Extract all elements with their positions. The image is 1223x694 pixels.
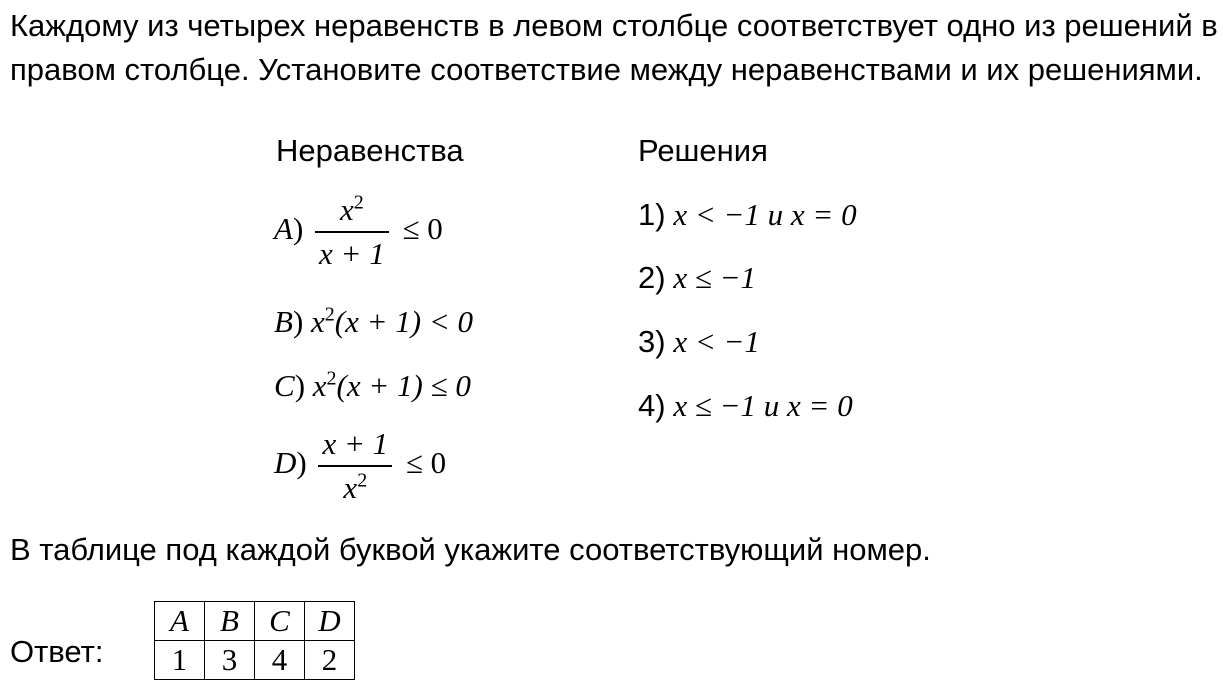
solution-4-number: 4)	[638, 388, 666, 423]
inequality-d-denominator-exponent: 2	[357, 469, 368, 492]
inequality-a-fraction	[315, 192, 389, 272]
inequality-c-label: C	[274, 368, 295, 403]
solution-4	[638, 388, 853, 424]
inequality-d-relation: ≤ 0	[405, 445, 447, 481]
answer-label: Ответ:	[10, 634, 104, 669]
inequalities-header: Неравенства	[276, 133, 464, 168]
inequality-a-numerator: x	[339, 192, 354, 227]
solution-3-number: 3)	[638, 324, 666, 359]
solution-1	[638, 197, 857, 233]
inequality-d-numerator: x + 1	[318, 426, 392, 467]
task-intro: Каждому из четырех неравенств в левом столбце соответствует одно из решений в правом столбце. Установите соответствие между неравенствами и их решениями.	[10, 8, 1218, 87]
inequality-a-denominator: x + 1	[319, 236, 385, 271]
inequality-b-label: B	[274, 304, 293, 339]
answer-letter-d: D	[305, 602, 355, 641]
inequality-b-base: x	[311, 304, 325, 339]
answer-value-b[interactable]: 3	[205, 641, 255, 680]
solution-2-number: 2)	[638, 260, 666, 295]
solution-3	[638, 324, 760, 360]
inequality-a-numerator-exponent: 2	[353, 191, 364, 214]
inequality-d-fraction	[318, 426, 392, 506]
solutions-header: Решения	[638, 133, 768, 168]
answer-value-d[interactable]: 2	[305, 641, 355, 680]
solution-2-expression: x ≤ −1	[673, 260, 757, 295]
inequality-c-base: x	[312, 368, 327, 403]
inequality-b: B) $x^2(x + 1) < 0$	[274, 303, 474, 339]
inequality-d-denominator: x	[343, 470, 358, 505]
inequality-c-exponent: 2	[326, 367, 337, 390]
inequality-a: A) $\frac{x^2}{x + 1}$ ≤ 0	[274, 191, 443, 271]
inequality-d: D) $\frac{x + 1}{x^2}$ ≤ 0	[274, 426, 447, 505]
inequality-b-rest: (x + 1) < 0	[334, 304, 474, 339]
inequality-d-label: D	[274, 445, 297, 481]
solution-3-expression: x < −1	[673, 324, 760, 359]
inequality-a-label: A	[274, 211, 293, 247]
solution-2	[638, 260, 756, 296]
answer-letter-a: A	[155, 602, 205, 641]
solution-1-expression: x < −1 и x = 0	[673, 197, 857, 232]
inequality-a-relation: ≤ 0	[402, 211, 443, 247]
answer-table	[154, 601, 355, 680]
inequality-c-rest: (x + 1) ≤ 0	[336, 368, 471, 403]
solution-1-number: 1)	[638, 197, 666, 232]
task-instruction: В таблице под каждой буквой укажите соответствующий номер.	[10, 532, 931, 567]
answer-letter-b: B	[205, 602, 255, 641]
inequality-c: C) $x^2(x + 1) \le 0$	[274, 367, 471, 403]
answer-value-a[interactable]: 1	[155, 641, 205, 680]
inequality-b-exponent: 2	[324, 303, 335, 326]
answer-value-c[interactable]: 4	[255, 641, 305, 680]
solution-4-expression: x ≤ −1 и x = 0	[673, 388, 853, 423]
answer-letter-c: C	[255, 602, 305, 641]
